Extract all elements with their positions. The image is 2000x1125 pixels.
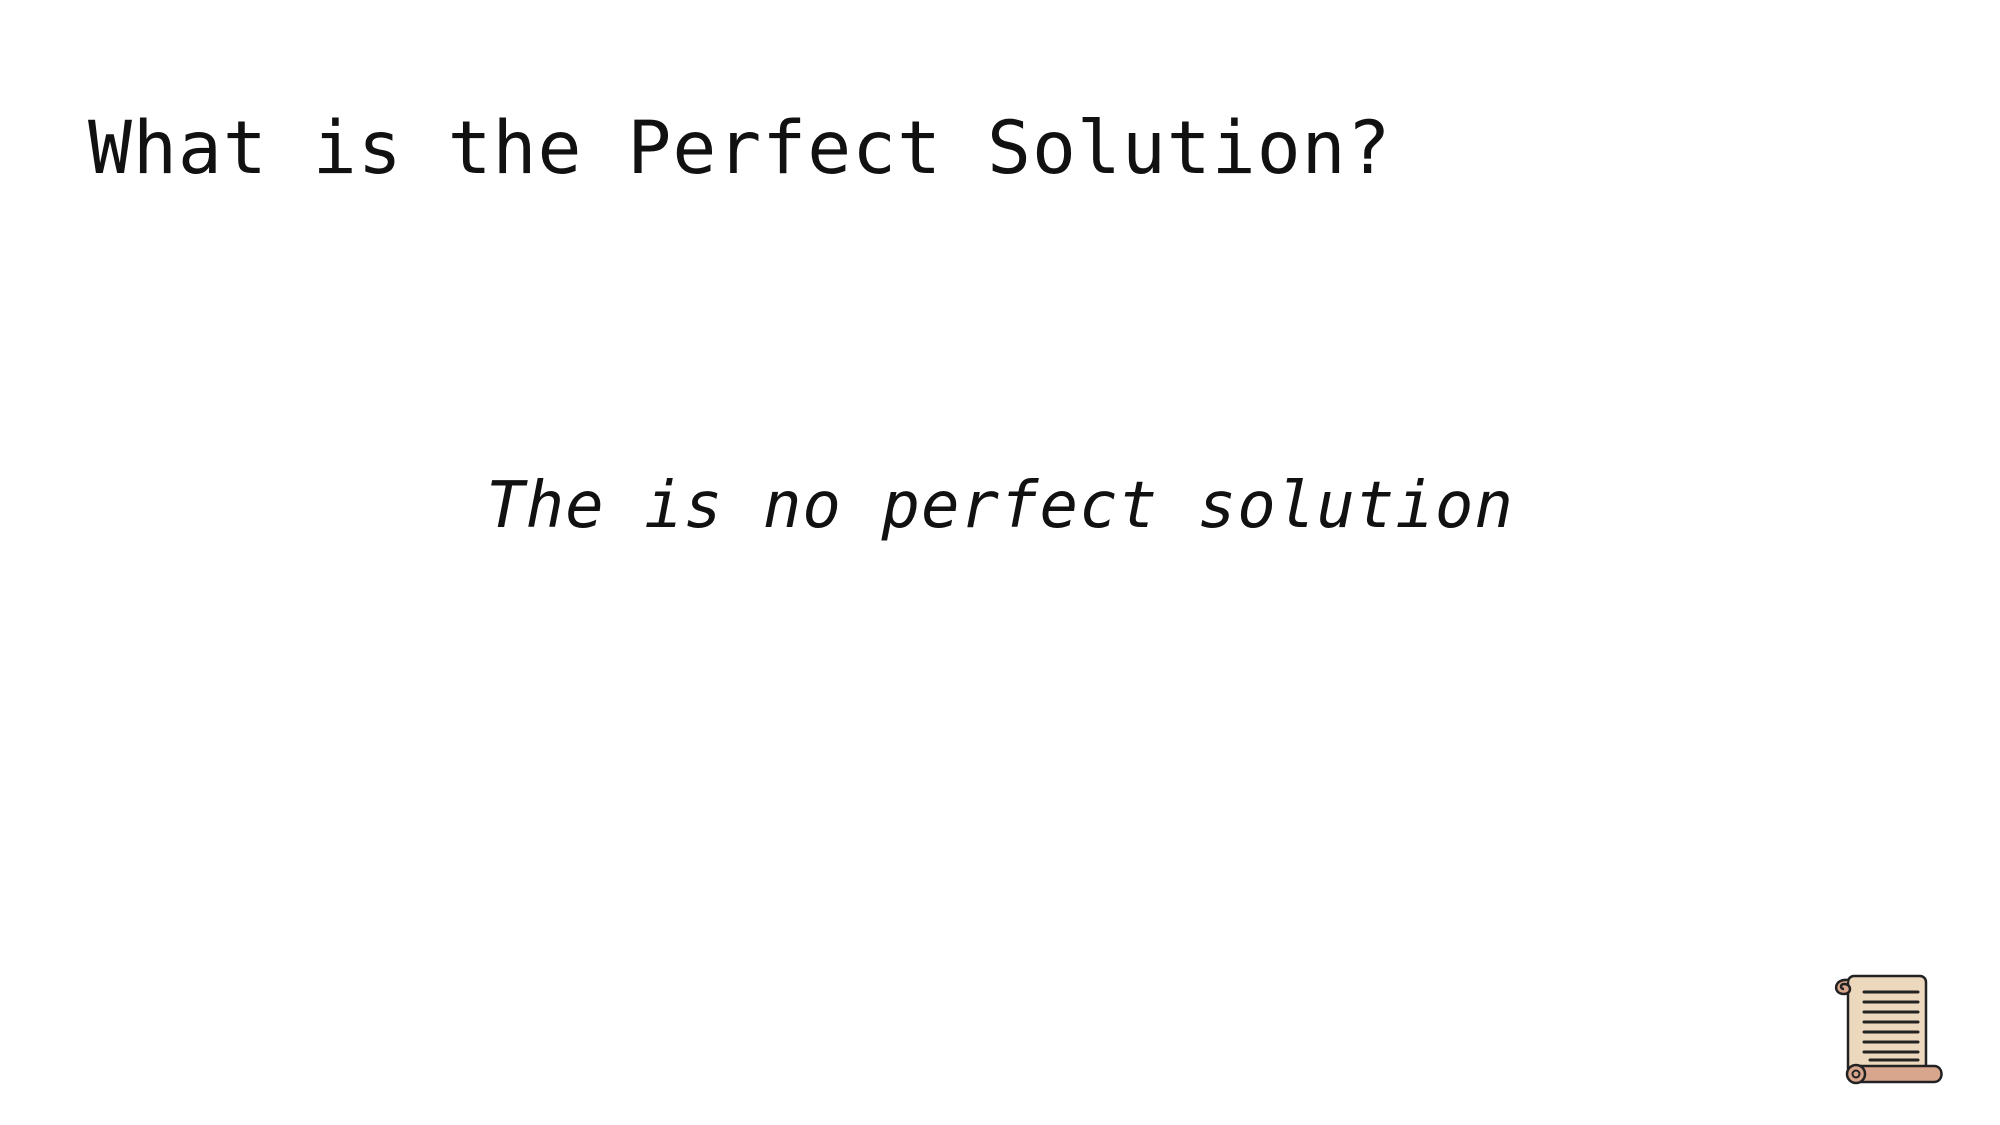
scroll-icon [1826,970,1946,1090]
slide-body-text: The is no perfect solution [486,469,1514,543]
slide-title: What is the Perfect Solution? [88,106,1392,191]
